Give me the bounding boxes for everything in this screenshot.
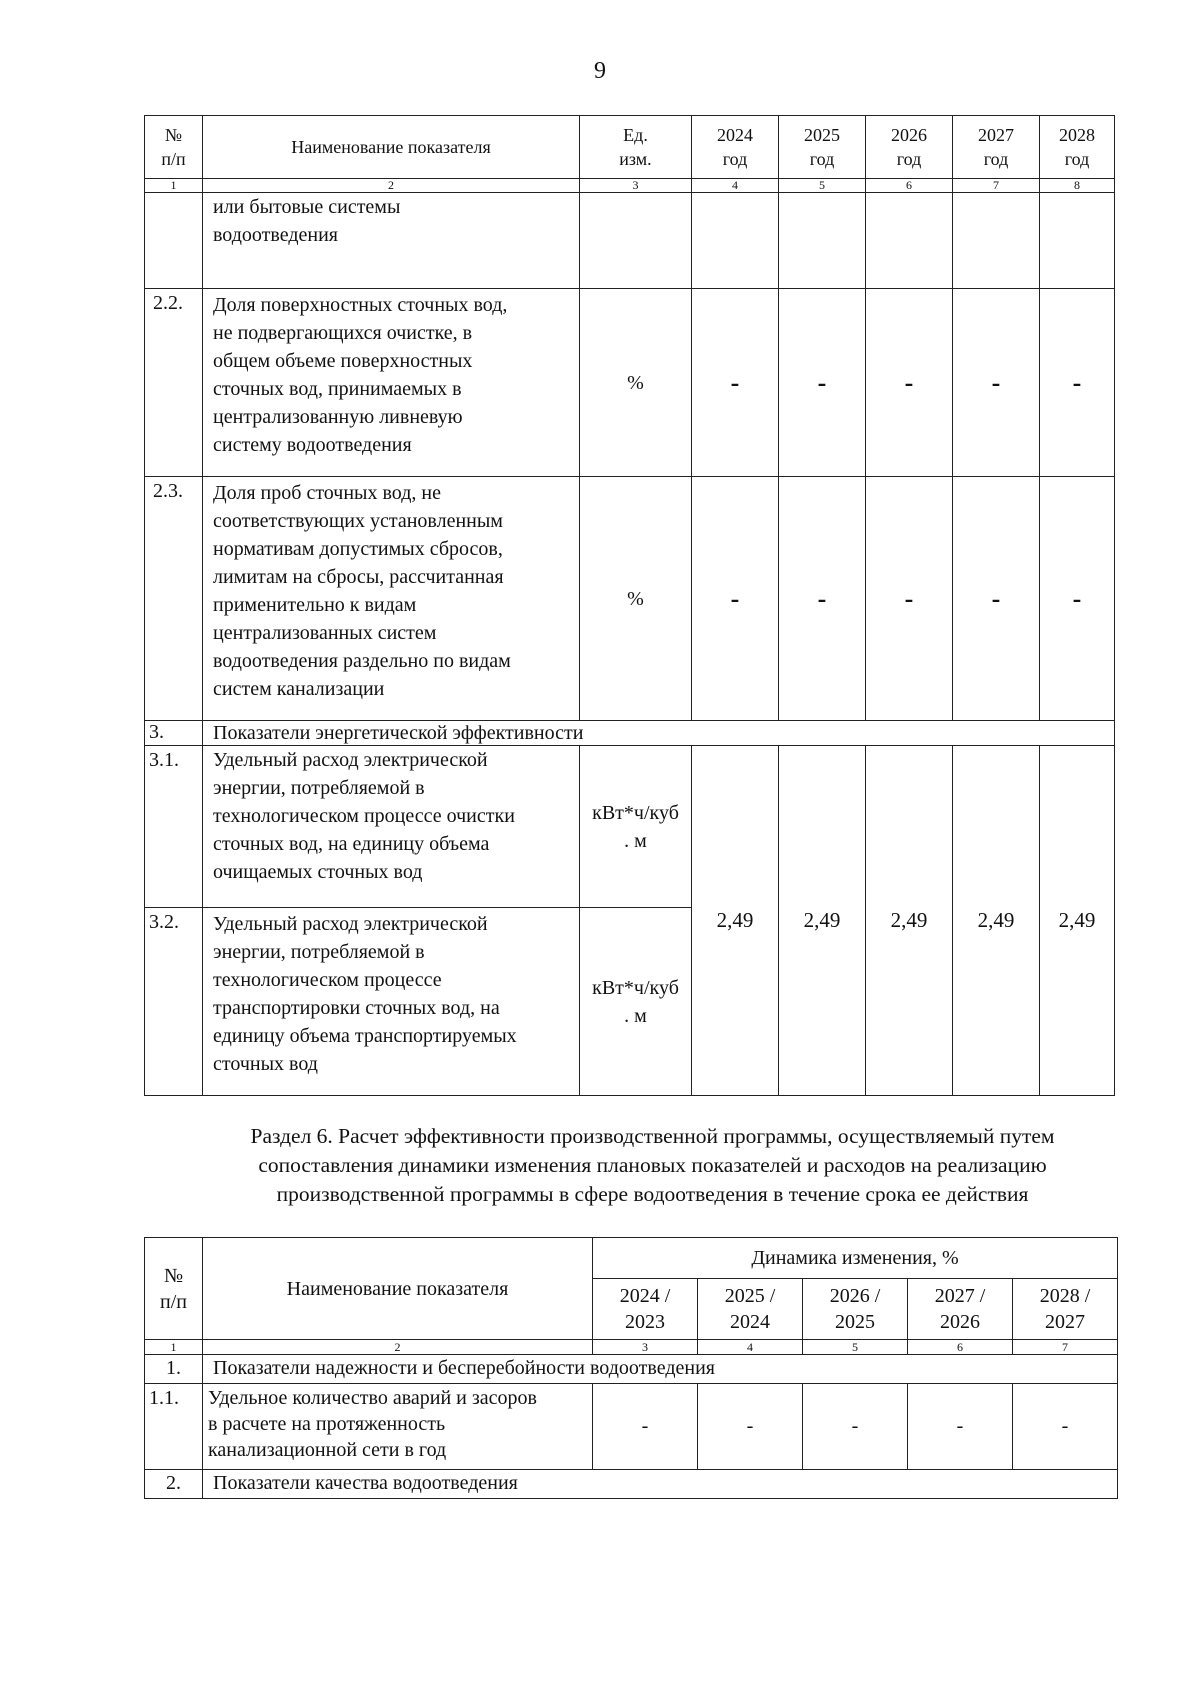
header-name: Наименование показателя: [203, 1238, 593, 1340]
column-number: 7: [953, 179, 1040, 193]
merged-value: 2,49: [1040, 746, 1115, 1096]
row-value: -: [866, 289, 953, 477]
column-number: 7: [1013, 1340, 1118, 1355]
column-number: 2: [203, 1340, 593, 1355]
row-num: 3.1.: [145, 746, 203, 908]
header-year: 2025 год: [779, 116, 866, 179]
section-num: 3.: [145, 721, 203, 746]
row-value: -: [692, 477, 779, 721]
indicators-table: [144, 115, 1115, 1096]
row-value: -: [779, 289, 866, 477]
row-value: [1040, 193, 1115, 289]
header-period: 2027 / 2026: [908, 1279, 1013, 1340]
section-name: Показатели надежности и бесперебойности водоотведения: [203, 1355, 1118, 1384]
column-number: 5: [803, 1340, 908, 1355]
section-row: [145, 1470, 1118, 1499]
row-value: -: [1040, 477, 1115, 721]
column-number: 3: [593, 1340, 698, 1355]
header-name: Наименование показателя: [203, 116, 580, 179]
column-number: 4: [692, 179, 779, 193]
column-number: 4: [698, 1340, 803, 1355]
row-unit: %: [580, 289, 692, 477]
header-year: 2026 год: [866, 116, 953, 179]
row-unit: кВт*ч/куб . м: [580, 908, 692, 1096]
row-value: [779, 193, 866, 289]
section-name: Показатели качества водоотведения: [203, 1470, 1118, 1499]
row-name: Удельный расход электрической энергии, потребляемой в технологическом процессе очистки сточных вод, на единицу объема очищаемых сточных вод: [203, 746, 580, 908]
row-value: -: [953, 289, 1040, 477]
header-num: № п/п: [145, 1238, 203, 1340]
row-name: Удельный расход электрической энергии, потребляемой в технологическом процессе транспортировки сточных вод, на единицу объема транспортируемых сточных вод: [203, 908, 580, 1096]
header-year: 2027 год: [953, 116, 1040, 179]
row-value: -: [779, 477, 866, 721]
row-name: Доля поверхностных сточных вод, не подвергающихся очистке, в общем объеме поверхностных сточных вод, принимаемых в централизованную ливневую систему водоотведения: [203, 289, 580, 477]
section-num: 2.: [145, 1470, 203, 1499]
header-unit: Ед. изм.: [580, 116, 692, 179]
row-num: 3.2.: [145, 908, 203, 1096]
row-value: -: [953, 477, 1040, 721]
column-number: 5: [779, 179, 866, 193]
row-value: -: [698, 1384, 803, 1470]
header-year: 2028 год: [1040, 116, 1115, 179]
section-row: [145, 721, 1115, 746]
row-unit: кВт*ч/куб . м: [580, 746, 692, 908]
column-number-row: [145, 179, 1115, 193]
column-number: 6: [908, 1340, 1013, 1355]
column-number: 2: [203, 179, 580, 193]
row-value: -: [1013, 1384, 1118, 1470]
column-number: 3: [580, 179, 692, 193]
header-num: № п/п: [145, 116, 203, 179]
row-value: -: [908, 1384, 1013, 1470]
header-period: 2025 / 2024: [698, 1279, 803, 1340]
merged-value: 2,49: [779, 746, 866, 1096]
column-number: 1: [145, 179, 203, 193]
row-num: 2.2.: [145, 289, 203, 477]
header-period: 2024 / 2023: [593, 1279, 698, 1340]
row-unit: %: [580, 477, 692, 721]
section-row: [145, 1355, 1118, 1384]
row-unit: [580, 193, 692, 289]
page-number: 9: [594, 58, 606, 84]
merged-value: 2,49: [866, 746, 953, 1096]
table-row: [145, 1384, 1118, 1470]
column-number-row: [145, 1340, 1118, 1355]
row-value: -: [1040, 289, 1115, 477]
column-number: 8: [1040, 179, 1115, 193]
row-num: [145, 193, 203, 289]
row-num: 1.1.: [145, 1384, 203, 1470]
table-row: [145, 746, 1115, 908]
table-row: [145, 193, 1115, 289]
row-value: [866, 193, 953, 289]
column-number: 6: [866, 179, 953, 193]
section-num: 1.: [145, 1355, 203, 1384]
row-value: -: [803, 1384, 908, 1470]
merged-value: 2,49: [953, 746, 1040, 1096]
row-value: [953, 193, 1040, 289]
row-value: -: [866, 477, 953, 721]
header-period: 2028 / 2027: [1013, 1279, 1118, 1340]
merged-value: 2,49: [692, 746, 779, 1096]
header-period: 2026 / 2025: [803, 1279, 908, 1340]
row-value: -: [692, 289, 779, 477]
header-dynamics: Динамика изменения, %: [593, 1238, 1118, 1279]
header-year: 2024 год: [692, 116, 779, 179]
section-name: Показатели энергетической эффективности: [203, 721, 1115, 746]
row-name: Удельное количество аварий и засоров в расчете на протяженность канализационной сети в год: [203, 1384, 593, 1470]
efficiency-table: [144, 1237, 1118, 1499]
row-num: 2.3.: [145, 477, 203, 721]
table-header-row: [145, 1238, 1118, 1279]
row-name: Доля проб сточных вод, не соответствующих установленным нормативам допустимых сбросов, лимитам на сбросы, рассчитанная применительно к видам централизованных систем водоотведения раздельно по видам систем канализации: [203, 477, 580, 721]
table-header-row: [145, 116, 1115, 179]
row-value: [692, 193, 779, 289]
table-row: [145, 477, 1115, 721]
row-name: или бытовые системы водоотведения: [203, 193, 580, 289]
column-number: 1: [145, 1340, 203, 1355]
table-row: [145, 289, 1115, 477]
row-value: -: [593, 1384, 698, 1470]
section-6-title: Раздел 6. Расчет эффективности производственной программы, осуществляемый путем сопоставления динамики изменения плановых показателей и расходов на реализацию производственной программы в сфере водоотведения в течение срока ее действия: [250, 1124, 1055, 1206]
